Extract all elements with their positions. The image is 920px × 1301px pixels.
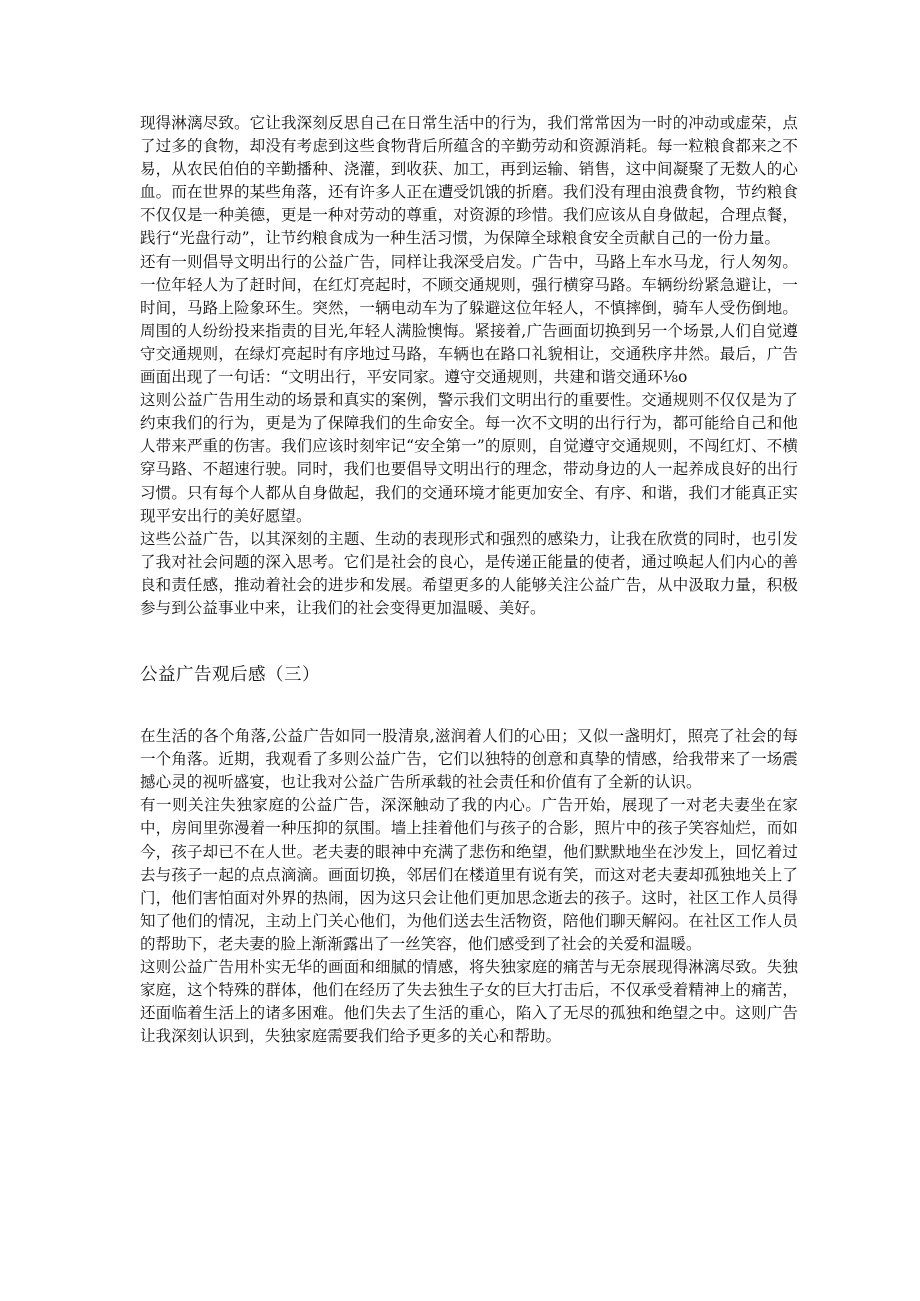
paragraph-bereaved-family-ad: 有一则关注失独家庭的公益广告，深深触动了我的内心。广告开始，展现了一对老夫妻坐在家中，房间里弥漫着一种压抑的氛围。墙上挂着他们与孩子的合影，照片中的孩子笑容灿烂，而如今，孩子却已不在人世。老夫妻的眼神中充满了悲伤和绝望，他们默默地坐在沙发上，回忆着过去与孩子一起的点点滴滴。画面切换，邻居们在楼道里有说有笑，而这对老夫妻却孤独地关上了门，他们害怕面对外界的热闹，因为这只会让他们更加思念逝去的孩子。这时，社区工作人员得知了他们的情况，主动上门关心他们，为他们送去生活物资，陪他们聊天解闷。在社区工作人员的帮助下，老夫妻的脸上渐渐露出了一丝笑容，他们感受到了社会的关爱和温暖。 — [140, 796, 798, 953]
paragraph-food-waste-reflection: 现得淋漓尽致。它让我深刻反思自己在日常生活中的行为，我们常常因为一时的冲动或虚荣，点了过多的食物，却没有考虑到这些食物背后所蕴含的辛勤劳动和资源消耗。每一粒粮食都来之不易，从农民伯伯的辛勤播种、浇灌，到收获、加工，再到运输、销售，这中间凝聚了无数人的心血。而在世界的某些角落，还有许多人正在遭受饥饿的折磨。我们没有理由浪费食物，节约粮食不仅仅是一种美德，更是一种对劳动的尊重，对资源的珍惜。我们应该从自身做起，合理点餐，践行“光盘行动”，让节约粮食成为一种生活习惯，为保障全球粮食安全贡献自己的一份力量。 — [140, 114, 798, 248]
paragraph-bereaved-family-reflection: 这则公益广告用朴实无华的画面和细腻的情感，将失独家庭的痛苦与无奈展现得淋漓尽致。失独家庭，这个特殊的群体，他们在经历了失去独生子女的巨大打击后，不仅承受着精神上的痛苦，还面临着生活上的诸多困难。他们失去了生活的重心，陷入了无尽的孤独和绝望之中。这则广告让我深刻认识到，失独家庭需要我们给予更多的关心和帮助。 — [140, 958, 798, 1046]
paragraph-ads-conclusion: 这些公益广告，以其深刻的主题、生动的表现形式和强烈的感染力，让我在欣赏的同时，也引发了我对社会问题的深入思考。它们是社会的良心，是传递正能量的使者，通过唤起人们内心的善良和责任感，推动着社会的进步和发展。希望更多的人能够关注公益广告，从中汲取力量，积极参与到公益事业中来，让我们的社会变得更加温暖、美好。 — [140, 529, 798, 617]
document-page — [140, 112, 798, 1048]
section-title: 公益广告观后感（三） — [140, 665, 320, 686]
paragraph-intro: 在生活的各个角落,公益广告如同一股清泉,滋润着人们的心田；又似一盏明灯，照亮了社会的每一个角落。近期，我观看了多则公益广告，它们以独特的创意和真挚的情感，给我带来了一场震撼心灵的视听盛宴，也让我对公益广告所承载的社会责任和价值有了全新的认识。 — [140, 727, 798, 792]
paragraph-civilized-travel-ad: 还有一则倡导文明出行的公益广告，同样让我深受启发。广告中，马路上车水马龙，行人匆匆。一位年轻人为了赶时间，在红灯亮起时，不顾交通规则，强行横穿马路。车辆纷纷紧急避让，一时间，马路上险象环生。突然，一辆电动车为了躲避这位年轻人，不慎摔倒，骑车人受伤倒地。周围的人纷纷投来指责的目光,年轻人满脸懊悔。紧接着,广告画面切换到另一个场景,人们自觉遵守交通规则，在绿灯亮起时有序地过马路，车辆也在路口礼貌相让，交通秩序井然。最后，广告画面出现了一句话：“文明出行，平安同家。遵守交通规则，共建和谐交通环⅛o — [140, 252, 798, 387]
paragraph-traffic-rules: 这则公益广告用生动的场景和真实的案例，警示我们文明出行的重要性。交通规则不仅仅是为了约束我们的行为，更是为了保障我们的生命安全。每一次不文明的出行行为，都可能给自己和他人带来严重的伤害。我们应该时刻牢记“安全第一”的原则，自觉遵守交通规则，不闯红灯、不横穿马路、不超速行驶。同时，我们也要倡导文明出行的理念，带动身边的人一起养成良好的出行习惯。只有每个人都从自身做起，我们的交通环境才能更加安全、有序、和谐，我们才能真正实现平安出行的美好愿望。 — [140, 391, 798, 525]
